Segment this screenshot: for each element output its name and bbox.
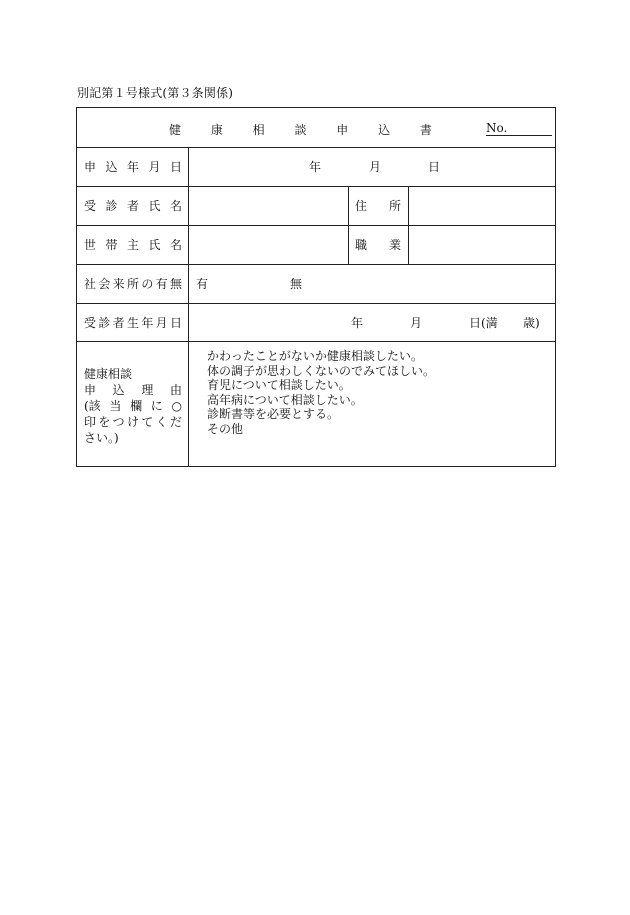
- occupation-field[interactable]: [410, 227, 554, 263]
- form-number-field[interactable]: [486, 121, 552, 136]
- examinee-name-label: 受 診 者 氏 名: [84, 199, 182, 213]
- row-divider: [77, 303, 555, 304]
- reason-option[interactable]: 育児について相談したい。: [207, 378, 351, 392]
- application-day-field[interactable]: 日: [428, 160, 441, 174]
- reason-label-line5: さい。): [84, 431, 119, 445]
- householder-name-field[interactable]: [190, 227, 346, 263]
- reason-option[interactable]: 体の調子が思わしくないのでみてほしい。: [207, 363, 436, 378]
- reason-label-line1: 健康相談: [84, 367, 133, 381]
- form-reference: 別記第１号様式(第３条関係): [77, 86, 234, 100]
- reason-option[interactable]: その他: [207, 421, 244, 436]
- occupation-label: 職 業: [355, 238, 401, 252]
- row-divider: [77, 186, 555, 187]
- reason-option[interactable]: 診断書等を必要とする。: [207, 407, 340, 421]
- prior-visit-no-option[interactable]: 無: [290, 277, 303, 291]
- application-year-field[interactable]: 年: [309, 160, 322, 174]
- column-divider: [408, 186, 409, 264]
- application-date-label: 申 込 年 月 日: [84, 160, 182, 174]
- birthdate-label: 受 診 者 生 年 月 日: [84, 316, 182, 330]
- prior-visit-yes-option[interactable]: 有: [196, 277, 209, 291]
- birth-year-field[interactable]: 年: [351, 316, 364, 330]
- address-field[interactable]: [410, 188, 554, 224]
- prior-visit-label: 社 会 来 所 の 有 無: [84, 277, 182, 291]
- reason-options-list: [207, 349, 435, 436]
- birth-month-field[interactable]: 月: [410, 316, 423, 330]
- reason-option[interactable]: 高年病について相談したい。: [207, 392, 363, 407]
- form-number-label: No.: [486, 121, 508, 135]
- row-divider: [77, 341, 555, 342]
- address-label: 住 所: [355, 199, 401, 213]
- reason-label-line2: 申 込 理 由: [84, 383, 182, 397]
- reason-label-line3: (該 当 欄 に ○: [84, 399, 182, 413]
- reason-label-line4: 印 を つ け て く だ: [84, 415, 182, 429]
- form-title: 健 康 相 談 申 込 書: [169, 123, 445, 137]
- application-form: [76, 107, 556, 467]
- application-month-field[interactable]: 月: [369, 160, 382, 174]
- reason-option[interactable]: かわったことがないか健康相談したい。: [207, 349, 423, 363]
- label-column-divider: [188, 147, 189, 467]
- householder-name-label: 世 帯 主 氏 名: [84, 238, 182, 252]
- row-divider: [77, 264, 555, 265]
- birth-day-field[interactable]: 日(満: [469, 316, 498, 330]
- age-field[interactable]: 歳): [523, 316, 540, 330]
- column-divider: [348, 186, 349, 264]
- row-divider: [77, 147, 555, 148]
- examinee-name-field[interactable]: [190, 188, 346, 224]
- row-divider: [77, 225, 555, 226]
